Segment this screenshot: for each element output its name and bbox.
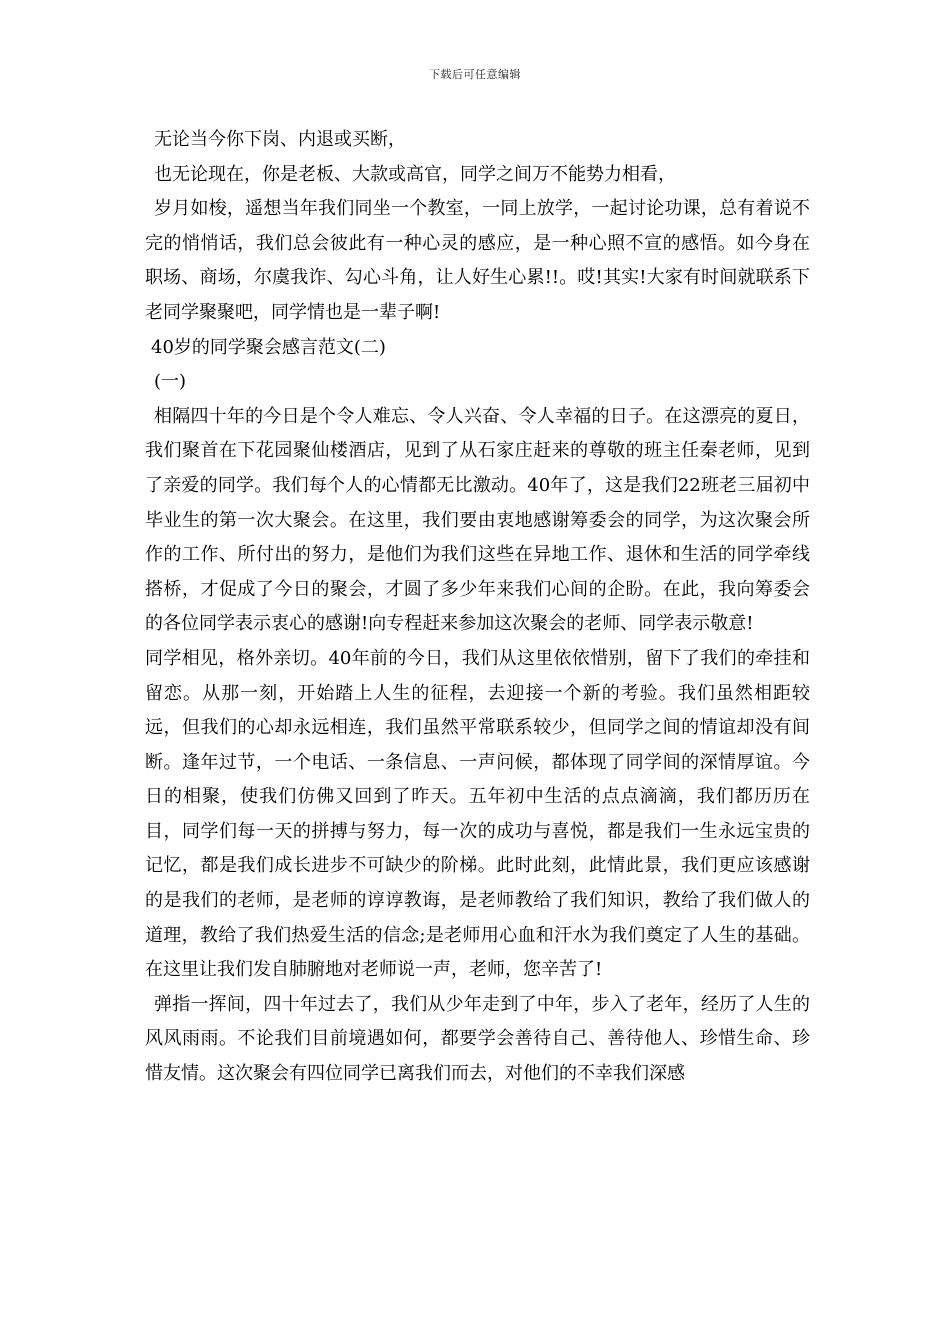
paragraph-6: 弹指一挥间，四十年过去了，我们从少年走到了中年，步入了老年，经历了人生的风风雨雨。不论我们目前境遇如何，都要学会善待自己、善待他人、珍惜生命、珍惜友情。这次聚会有四位同学已离我们而去，对他们的不幸我们深感 <box>145 993 810 1085</box>
paragraph-3: 岁月如梭，遥想当年我们同坐一个教室，一同上放学，一起讨论功课，总有着说不完的悄悄话，我们总会彼此有一种心灵的感应，是一种心照不宣的感悟。如今身在职场、商场，尔虞我诈、勾心斗角，让人好生心累!!。哎!其实!大家有时间就联系下老同学聚聚吧，同学情也是一辈子啊! <box>145 198 810 323</box>
section-marker: (一) <box>154 371 187 393</box>
document-body <box>145 123 810 1092</box>
page-header: 下载后可任意编辑 <box>429 68 521 81</box>
paragraph-5: 同学相见，格外亲切。40年前的今日，我们从这里依依惜别，留下了我们的牵挂和留恋。从那一刻，开始踏上人生的征程，去迎接一个新的考验。我们虽然相距较远，但我们的心却永远相连，我们虽然平常联系较少，但同学之间的情谊却没有间断。逢年过节，一个电话、一条信息、一声问候，都体现了同学间的深情厚谊。今日的相聚，使我们仿佛又回到了昨天。五年初中生活的点点滴滴，我们都历历在目，同学们每一天的拼搏与努力，每一次的成功与喜悦，都是我们一生永远宝贵的记忆，都是我们成长进步不可缺少的阶梯。此时此刻，此情此景，我们更应该感谢的是我们的老师，是老师的谆谆教诲，是老师教给了我们知识，教给了我们做人的道理，教给了我们热爱生活的信念;是老师用心血和汗水为我们奠定了人生的基础。在这里让我们发自肺腑地对老师说一声，老师，您辛苦了! <box>145 647 810 981</box>
paragraph-1: 无论当今你下岗、内退或买断， <box>154 129 406 150</box>
paragraph-4: 相隔四十年的今日是个令人难忘、令人兴奋、令人幸福的日子。在这漂亮的夏日，我们聚首在下花园聚仙楼酒店，见到了从石家庄赶来的尊敬的班主任秦老师，见到了亲爱的同学。我们每个人的心情都无比激动。40年了，这是我们22班老三届初中毕业生的第一次大聚会。在这里，我们要由衷地感谢筹委会的同学，为这次聚会所作的工作、所付出的努力，是他们为我们这些在异地工作、退休和生活的同学牵线搭桥，才促成了今日的聚会，才圆了多少年来我们心间的企盼。在此，我向筹委会的各位同学表示衷心的感谢!向专程赶来参加这次聚会的老师、同学表示敬意! <box>145 405 810 635</box>
paragraph-2: 也无论现在，你是老板、大款或高官，同学之间万不能势力相看， <box>154 163 676 185</box>
section-heading: 40岁的同学聚会感言范文(二) <box>151 336 386 358</box>
